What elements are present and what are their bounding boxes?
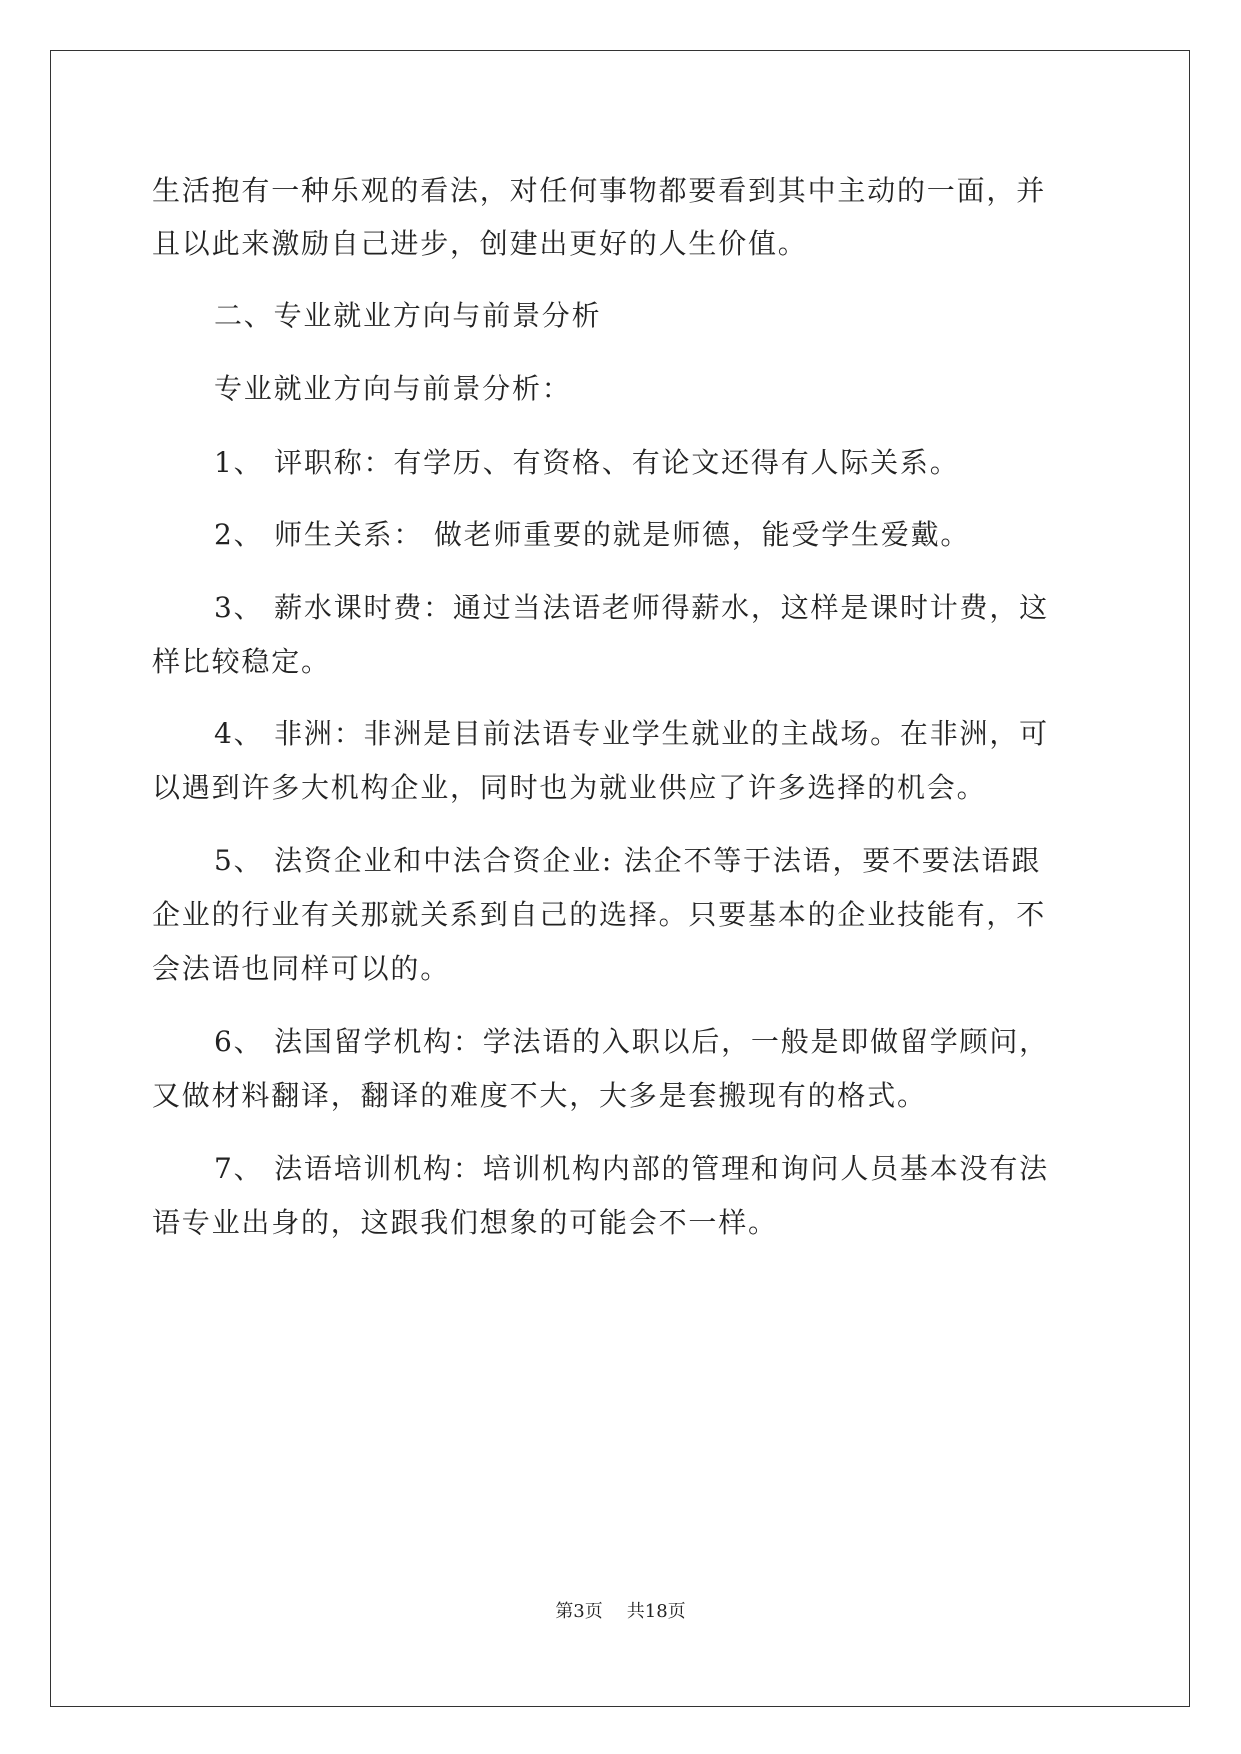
text-line-1: 生活抱有一种乐观的看法，对任何事物都要看到其中主动的一面，并: [152, 174, 1047, 207]
list-item-2: 2、 师生关系： 做老师重要的就是师德，能受学生爱戴。: [214, 518, 971, 551]
list-item-5-cont-2: 会法语也同样可以的。: [152, 952, 451, 985]
list-item-6: 6、 法国留学机构：学法语的入职以后，一般是即做留学顾问，: [214, 1025, 1049, 1058]
list-item-5: 5、 法资企业和中法合资企业: 法企不等于法语，要不要法语跟: [214, 844, 1042, 877]
list-item-4: 4、 非洲：非洲是目前法语专业学生就业的主战场。在非洲，可: [214, 717, 1049, 750]
page-total: 共18页: [626, 1601, 686, 1622]
text-line-4: 专业就业方向与前景分析：: [214, 372, 572, 405]
page-number: 第3页: [555, 1601, 603, 1622]
list-item-3: 3、 薪水课时费：通过当法语老师得薪水，这样是课时计费，这: [214, 591, 1049, 624]
list-item-4-cont: 以遇到许多大机构企业，同时也为就业供应了许多选择的机会。: [152, 771, 987, 804]
list-item-6-cont: 又做材料翻译，翻译的难度不大，大多是套搬现有的格式。: [152, 1079, 927, 1112]
list-item-1: 1、 评职称：有学历、有资格、有论文还得有人际关系。: [214, 446, 960, 479]
section-heading: 二、专业就业方向与前景分析: [214, 299, 602, 332]
list-item-7-cont: 语专业出身的，这跟我们想象的可能会不一样。: [152, 1206, 778, 1239]
page-footer: [0, 1601, 1241, 1623]
list-item-3-cont: 样比较稳定。: [152, 645, 331, 678]
text-line-2: 且以此来激励自己进步，创建出更好的人生价值。: [152, 227, 808, 260]
list-item-7: 7、 法语培训机构：培训机构内部的管理和询问人员基本没有法: [214, 1152, 1049, 1185]
list-item-5-cont-1: 企业的行业有关那就关系到自己的选择。只要基本的企业技能有，不: [152, 898, 1047, 931]
